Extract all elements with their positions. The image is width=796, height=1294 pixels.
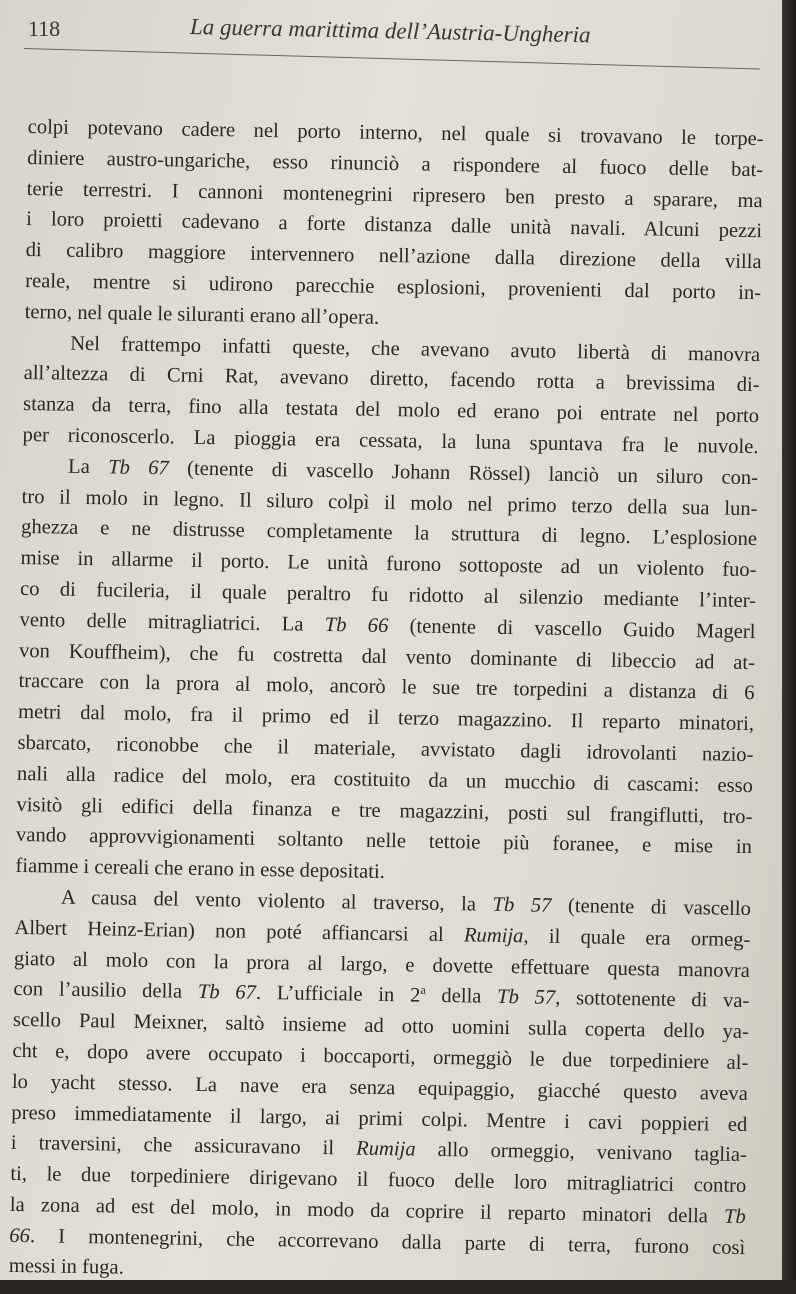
text-line: co di fucileria, il quale peraltro fu ridotto al silenzio mediante l’inter- <box>19 577 757 613</box>
vessel-name: 66 <box>9 1224 31 1247</box>
text-run: la zona ad est del molo, in modo da coprire il reparto minatori della <box>9 1193 725 1228</box>
text-run: vento delle mitragliatrici. La <box>19 608 325 636</box>
body-text <box>9 112 764 1294</box>
text-run: (tenente di vascello Guido Magerl <box>388 614 756 643</box>
text-line: messi in fuga. <box>8 1255 124 1280</box>
text-line: Nel frattempo infatti queste, che avevano avuto libertà di manovra <box>69 332 761 366</box>
text-line: visitò gli edifici della finanza e tre magazzini, posti sul frangiflutti, tro- <box>16 793 753 828</box>
text-run: i traversini, che assicuravano il <box>10 1132 357 1160</box>
superscript: a <box>420 983 426 998</box>
vessel-name: Rumija <box>355 1137 416 1161</box>
page-number: 118 <box>28 16 61 41</box>
text-line: cht e, dopo avere occupato i boccaporti, ormeggiò le due torpediniere al- <box>12 1039 749 1074</box>
text-line: diniere austro-ungariche, esso rinunciò a rispondere al fuoco delle bat- <box>27 146 764 181</box>
text-line: per riconoscerlo. La pioggia era cessata, la luna spuntava fra le nuvole. <box>22 423 759 459</box>
text-run: . I montenegrini, che accorrevano dalla parte di terra, furono così <box>29 1224 746 1259</box>
text-line: terno, nel quale le siluranti erano all’opera. <box>24 300 380 329</box>
vessel-name: Rumija <box>463 924 524 948</box>
vessel-name: Tb 67 <box>197 981 257 1005</box>
text-line: sbarcato, riconobbe che il materiale, avvistato dagli idrovolanti nazio- <box>17 731 754 767</box>
text-line: von Kouffheim), che fu costretta dal vento dominante di libeccio ad at- <box>18 639 756 674</box>
text-line: fiamme i cereali che erano in esse depositati. <box>15 855 386 884</box>
page-edge-shadow <box>782 0 796 1280</box>
text-line: colpi potevano cadere nel porto interno, nel quale si trovavano le torpe- <box>27 115 764 151</box>
vessel-name: Tb 57 <box>492 893 552 917</box>
text-run: , sottotenente di va- <box>555 987 750 1013</box>
text-line: reale, mentre si udirono parecchie esplosioni, provenienti dal porto in- <box>25 269 762 305</box>
text-run: A causa del vento violento al traverso, la <box>60 886 493 916</box>
text-run: con l’ausilio della <box>13 978 199 1004</box>
text-run: . L’ufficiale in 2 <box>255 982 421 1007</box>
text-line: all’altezza di Crni Rat, avevano diretto, facendo rotta a brevissima di- <box>23 362 760 397</box>
text-line: preso immediatamente il largo, ai primi colpi. Mentre i cavi poppieri ed <box>11 1101 748 1136</box>
text-line: terie terrestri. I cannoni montenegrini ripresero ben presto a sparare, ma <box>26 177 763 212</box>
text-line: metri dal molo, fra il primo ed il terzo magazzino. Il reparto minatori, <box>17 701 755 736</box>
running-title: La guerra marittima dell’Austria-Ungheria <box>189 14 591 48</box>
text-line: vando approvvigionamenti soltanto nelle tettoie più foranee, e mise in <box>15 824 753 859</box>
text-line: nali alla radice del molo, era costituito da un mucchio di cascami: esso <box>16 762 754 797</box>
vessel-name: Tb 67 <box>107 456 170 480</box>
header-rule <box>24 48 760 70</box>
page-header <box>28 8 758 48</box>
vessel-name: Tb 57 <box>496 986 556 1010</box>
text-run: allo ormeggio, venivano taglia- <box>415 1138 747 1167</box>
text-line: i loro proietti cadevano a forte distanza dalle unità navali. Alcuni pezzi <box>26 208 763 243</box>
text-line: di calibro maggiore intervennero nell’azione dalla direzione della villa <box>25 239 762 274</box>
text-run: , il quale era ormeg- <box>523 925 751 951</box>
text-line: lo yacht stesso. La nave era senza equipaggio, giacché questo aveva <box>11 1070 749 1105</box>
text-run: (tenente di vascello <box>551 894 752 921</box>
text-line: mise in allarme il porto. Le unità furono sottoposte ad un violento fuo- <box>20 547 757 582</box>
text-run: La <box>67 455 109 479</box>
text-run: Albert Heinz-Erian) non poté affiancarsi al <box>14 916 465 947</box>
text-line: traccare con la prora al molo, ancorò le sue tre torpedini a distanza di 6 <box>18 670 755 705</box>
text-line: stanza da terra, fino alla testata del molo ed erano poi entrate nel porto <box>22 393 760 428</box>
text-line: giato al molo con la prora al largo, e dovette effettuare questa manovra <box>13 947 751 982</box>
text-run: della <box>425 985 498 1009</box>
vessel-name: Tb <box>723 1205 746 1228</box>
text-line: ti, le due torpediniere dirigevano il fuoco delle loro mitragliatrici contro <box>10 1162 747 1198</box>
text-line: tro il molo in legno. Il siluro colpì il molo nel primo terzo della sua lun- <box>21 485 758 520</box>
text-line: scello Paul Meixner, saltò insieme ad otto uomini sulla coperta dello ya- <box>12 1008 750 1044</box>
text-line: ghezza e ne distrusse completamente la struttura di legno. L’esplosione <box>20 516 758 551</box>
vessel-name: Tb 66 <box>324 613 389 637</box>
text-run: (tenente di vascello Johann Rössel) lanciò un siluro con- <box>168 457 759 489</box>
